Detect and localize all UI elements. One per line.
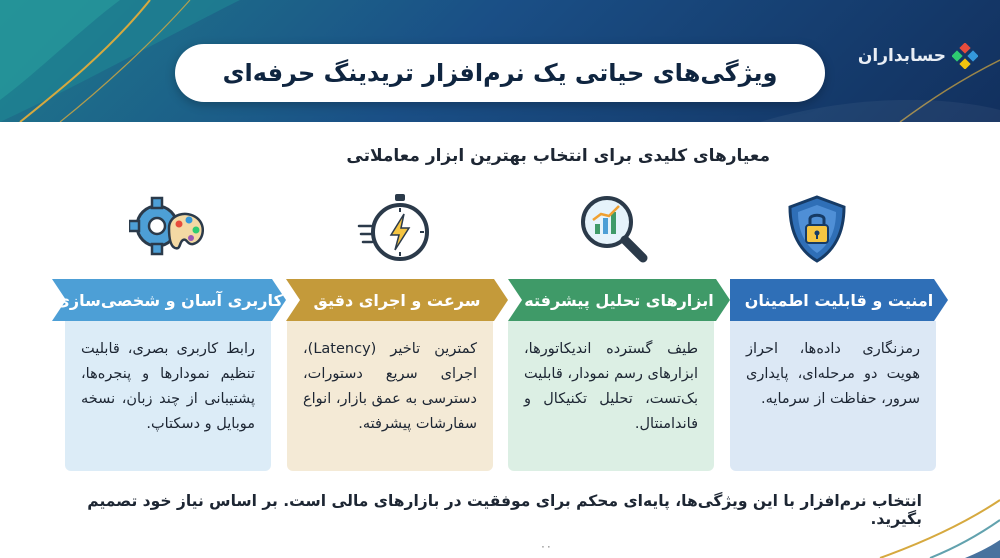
logo-text: حسابداران [857, 46, 946, 66]
feature-card-analysis [508, 321, 714, 471]
feature-ribbon-analysis [508, 279, 730, 321]
feature-ribbon-usability [52, 279, 286, 321]
feature-description: رابط کاربری بصری، قابلیت تنظیم نمودارها و پنجره‌ها، پشتیبانی از چند زبان، نسخه موبایل و دسکتاپ. [81, 341, 255, 432]
page-title: ویژگی‌های حیاتی یک نرم‌افزار تریدینگ حرفه‌ای [222, 59, 778, 87]
stopwatch-bolt-icon [352, 190, 442, 268]
feature-description: طیف گسترده اندیکاتورها، ابزارهای رسم نمودار، قابلیت بک‌تست، تحلیل تکنیکال و فاندامنتال. [523, 341, 698, 432]
logo-mark-icon [952, 43, 978, 69]
gear-palette-icon [124, 190, 214, 268]
shield-lock-icon [772, 190, 862, 268]
feature-title: سرعت و اجرای دقیق [313, 290, 481, 310]
corner-decoration [860, 490, 1000, 558]
footer-note: انتخاب نرم‌افزار با این ویژگی‌ها، پایه‌ای محکم برای موفقیت در بازارهای مالی است. بر اساس نیاز خود تصمیم بگیرید. [87, 492, 922, 528]
brand-logo [838, 40, 978, 72]
feature-ribbon-security [730, 279, 948, 321]
page-number: ۰۰ [540, 540, 552, 553]
feature-card-speed [287, 321, 493, 471]
subtitle: معیارهای کلیدی برای انتخاب بهترین ابزار معاملاتی [346, 146, 770, 166]
header-banner [0, 0, 1000, 122]
feature-title: امنیت و قابلیت اطمینان [744, 290, 934, 310]
magnifier-chart-icon [568, 190, 658, 268]
feature-title: کاربری آسان و شخصی‌سازی [55, 290, 283, 310]
title-pill [175, 44, 825, 102]
feature-title: ابزارهای تحلیل پیشرفته [524, 290, 714, 310]
feature-ribbon-speed [286, 279, 508, 321]
feature-description: کمترین تاخیر (Latency)، اجرای سریع دستورات، دسترسی به عمق بازار، انواع سفارشات پیشرفته. [303, 341, 477, 432]
feature-card-security [730, 321, 936, 471]
feature-description: رمزنگاری داده‌ها، احراز هویت دو مرحله‌ای، پایداری سرور، حفاظت از سرمایه. [746, 341, 920, 407]
feature-card-usability [65, 321, 271, 471]
